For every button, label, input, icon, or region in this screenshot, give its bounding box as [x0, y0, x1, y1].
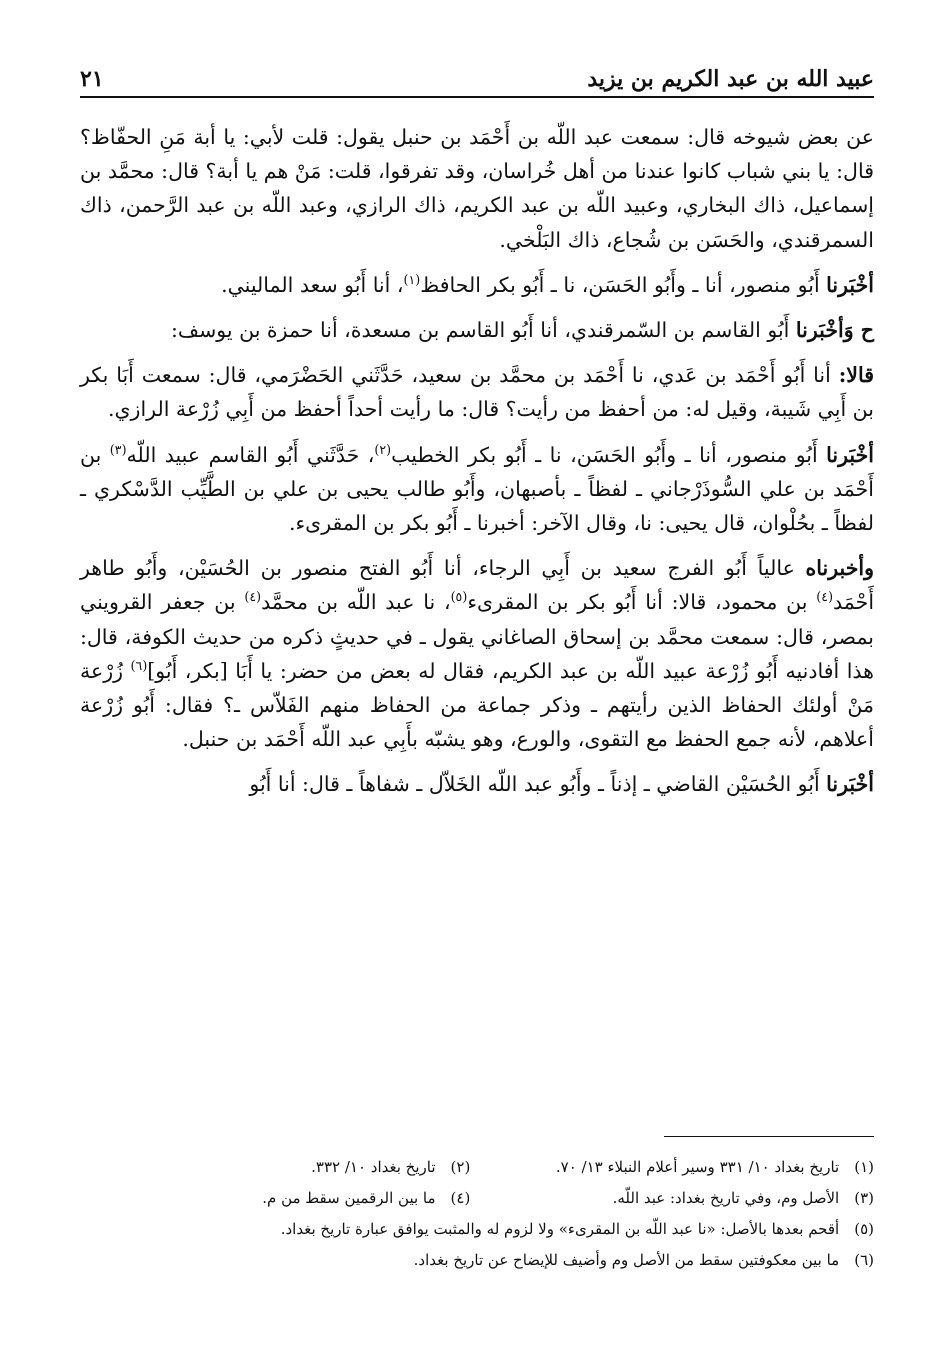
footnote-divider [664, 1136, 874, 1137]
paragraph-lead: ح وَأخْبَرنا [795, 318, 874, 343]
paragraph [80, 767, 874, 801]
paragraph-text: ، نا عبد اللّه بن محمَّد [261, 590, 451, 615]
paragraph-lead: أخْبَرنا [826, 772, 874, 797]
footnote [140, 1245, 874, 1276]
footnote [470, 1183, 874, 1214]
paragraph-text: عن بعض شيوخه قال: سمعت عبد اللّه بن أَحْمَد بن حنبل يقول: قلت لأبي: يا أبة مَنِ الحفّاظ؟ قال: يا بني شباب كانوا عندنا من أهل خُراسان، وقد تفرقوا، قلت: مَنْ هم يا أبة؟ قال: محمَّد بن إسماعيل، ذاك البخاري، وعبيد اللّه بن عبد الكريم، ذاك الرازي، وعبد اللّه بن عبد الرَّحمن، ذاك السمرقندي، والحَسَن بن شُجاع، ذاك البَلْخي. [80, 125, 874, 252]
paragraph-text: أنا أَبُو أَحْمَد بن عَدي، نا أَحْمَد بن محمَّد بن سعيد، حَدَّثَني الحَضْرَمي، قال: سمعت أَبَا بكر بن أَبِي شَيبة، وقيل له: من أحفظ من رأيت؟ قال: ما رأيت أحداً أحفظ من أَبِي زُرْعة الرازي. [80, 363, 874, 422]
paragraph [80, 358, 874, 426]
footnote-ref[interactable]: (٢) [374, 441, 392, 457]
paragraph-lead: قالا: [838, 363, 874, 388]
paragraph [80, 313, 874, 347]
footnote-number: (٢) [450, 1158, 471, 1176]
footnote-ref[interactable]: (٤) [816, 589, 834, 605]
footnote [470, 1152, 874, 1183]
footnote-text: تاريخ بغداد ١٠/ ٣٣١ وسير أعلام النبلاء ١٣/ ٧٠. [555, 1158, 840, 1176]
footnotes [140, 1152, 874, 1276]
footnote-text: أقحم بعدها بالأصل: «نا عبد اللّه بن المقرىء» ولا لزوم له والمثبت يوافق عبارة تاريخ بغداد. [280, 1220, 840, 1238]
footnote-number: (١) [854, 1158, 874, 1176]
paragraph [80, 120, 874, 257]
footnote-text: ما بين معكوفتين سقط من الأصل وم وأضيف للإيضاح عن تاريخ بغداد. [413, 1251, 840, 1269]
footnote-number: (٥) [854, 1220, 874, 1238]
footnote-text: تاريخ بغداد ١٠/ ٣٣٢. [311, 1158, 436, 1176]
paragraph-text: ، حَدَّثَني أَبُو القاسم عبيد اللّه [126, 442, 375, 467]
footnote-row [140, 1245, 874, 1276]
paragraph-text: بن جعفر القرويني بمصر، قال: سمعت محمَّد بن إسحاق الصاغاني يقول ـ في حديثٍ ذكره من حديث الكوفة، قال: هذا أفادنيه أَبُو زُرْعة عبيد اللّه بن عبد الكريم، فقال له بعض من حضر: يا أَبَا [بكر، أَبُو] [80, 590, 874, 683]
footnote-ref[interactable]: (٦) [130, 658, 148, 674]
running-title: عبيد الله بن عبد الكريم بن يزيد [587, 66, 874, 92]
footnote-number: (٤) [450, 1189, 471, 1207]
paragraph-text: ، أنا أَبُو سعد الماليني. [221, 272, 404, 297]
paragraph-text: أَبُو القاسم بن السّمرقندي، أنا أَبُو القاسم بن مسعدة، أنا حمزة بن يوسف: [170, 318, 796, 343]
paragraph [80, 438, 874, 541]
paragraph [80, 551, 874, 756]
paragraph-lead: وأخبرناه [805, 556, 874, 581]
footnote-ref[interactable]: (٥) [450, 589, 468, 605]
footnote-row [140, 1214, 874, 1245]
page-header [80, 56, 874, 98]
paragraph-lead: أخْبَرنا [826, 272, 874, 297]
paragraph-text: أَبُو الحُسَيْن القاضي ـ إذناً ـ وأَبُو عبد اللّه الخَلاّل ـ شفاهاً ـ قال: أنا أَبُو [249, 772, 827, 797]
main-text [80, 120, 874, 813]
footnote-row [140, 1183, 874, 1214]
footnote-ref[interactable]: (٤) [244, 589, 262, 605]
paragraph-text: أَبُو منصور، أنا ـ وأَبُو الحَسَن، نا ـ أَبُو بكر الحافظ [420, 272, 827, 297]
footnote-row [140, 1152, 874, 1183]
footnote [262, 1183, 470, 1214]
footnote-number: (٦) [854, 1251, 874, 1269]
footnote-ref[interactable]: (١) [403, 271, 421, 287]
footnote [140, 1214, 874, 1245]
paragraph-text: بن أَحْمَد بن علي السُّوذَرْجاني ـ لفظاً ـ بأصبهان، وأَبُو طالب يحيى بن علي بن الطَّيِّب الدَّسْكري ـ لفظاً ـ بحُلْوان، قال يحيى: نا، وقال الآخر: أخبرنا ـ أَبُو بكر بن المقرىء. [80, 442, 874, 536]
paragraph-text: أَبُو منصور، أنا ـ وأَبُو الحَسَن، نا ـ أَبُو بكر الخطيب [391, 442, 827, 467]
page-number: ٢١ [80, 66, 104, 92]
footnote-ref[interactable]: (٣) [109, 441, 127, 457]
paragraph-text: عالياً أَبُو الفرج سعيد بن أَبِي الرجاء، أنا أَبُو الفتح منصور بن الحُسَيْن، وأَبُو طاهر أَحْمَد [80, 556, 875, 615]
paragraph-text: زُرْعة مَنْ أولئك الحفاظ الذين رأيتهم ـ وذكر جماعة من الحفاظ منهم الفَلاّس ـ؟ فقال: أَبُو زُرْعة أعلاهم، لأنه جمع الحفظ مع التقوى، والورع، وهو يشبّه بأَبِي عبد اللّه أَحْمَد بن حنبل. [80, 658, 874, 752]
footnote-text: ما بين الرقمين سقط من م. [262, 1189, 436, 1207]
footnote-number: (٣) [854, 1189, 874, 1207]
paragraph [80, 268, 874, 302]
footnote [311, 1152, 470, 1183]
paragraph-lead: أخْبَرنا [826, 442, 874, 467]
paragraph-text: بن محمود، قالا: أنا أَبُو بكر بن المقرىء [467, 590, 817, 615]
footnote-text: الأصل وم، وفي تاريخ بغداد: عبد اللّه. [612, 1189, 840, 1207]
